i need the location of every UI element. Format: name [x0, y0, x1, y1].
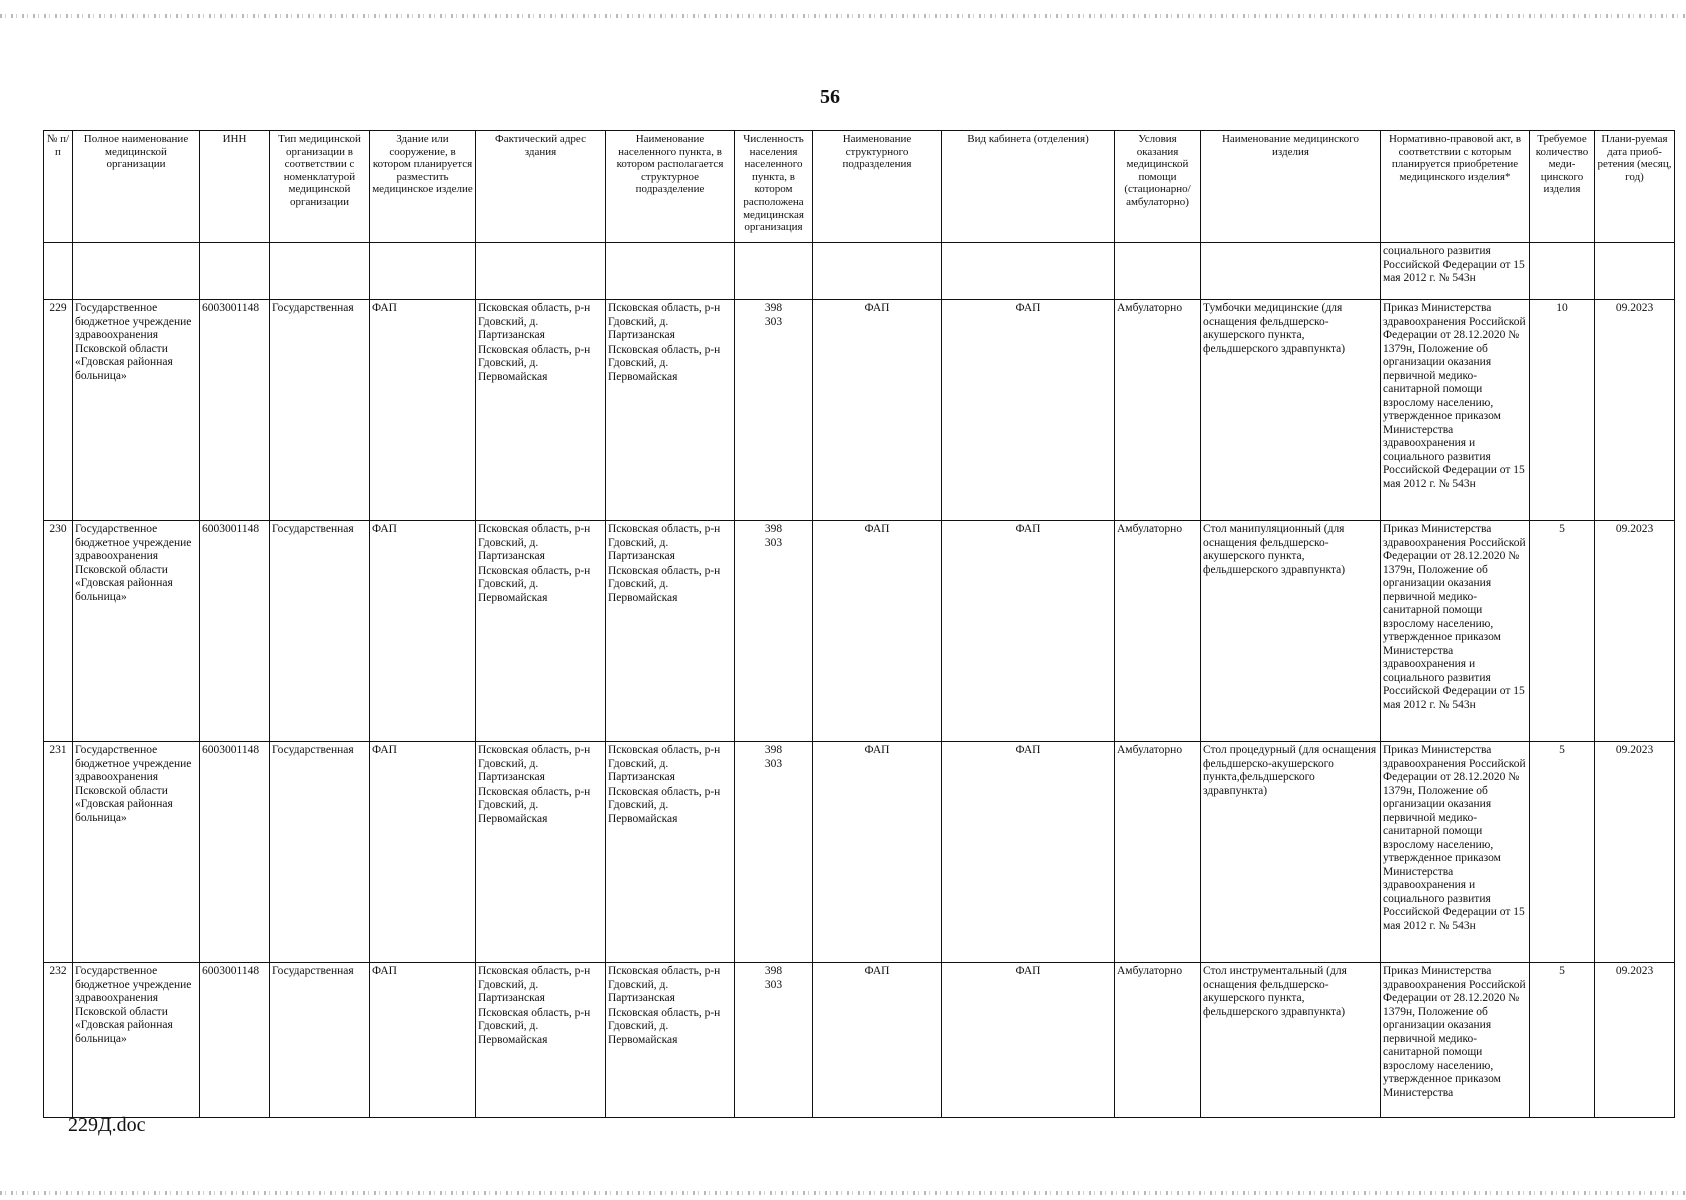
locality-1: Псковская область, р-н Гдовский, д. Партизанская: [608, 744, 721, 783]
row-locality: [606, 742, 735, 963]
row-locality: [606, 521, 735, 742]
address-1: Псковская область, р-н Гдовский, д. Партизанская: [478, 744, 591, 783]
population-1: 398: [764, 744, 783, 756]
row-unit: ФАП: [813, 742, 942, 963]
row-act: Приказ Министерства здравоохранения Российской Федерации от 28.12.2020 № 1379н, Положение об организации оказания первичной медико-санитарной помощи взрослому населению, утвержденное приказом Министерства здравоохранения и социального развития Российской Федерации от 15 мая 2012 г. № 543н: [1381, 300, 1530, 521]
locality-2: Псковская область, р-н Гдовский, д. Первомайская: [608, 785, 721, 825]
header-row: [44, 131, 1675, 243]
address-1: Псковская область, р-н Гдовский, д. Партизанская: [478, 965, 591, 1004]
locality-1: Псковская область, р-н Гдовский, д. Партизанская: [608, 302, 721, 341]
table-row: [44, 742, 1675, 963]
row-date: 09.2023: [1595, 521, 1675, 742]
row-cabinet: ФАП: [942, 742, 1115, 963]
row-inn: 6003001148: [200, 963, 270, 1118]
population-2: 303: [764, 978, 783, 991]
header-type: Тип медицинской организации в соответствии с номенклатурой медицинской организации: [270, 131, 370, 243]
population-1: 398: [764, 523, 783, 535]
row-type: Государственная: [270, 300, 370, 521]
row-act: Приказ Министерства здравоохранения Российской Федерации от 28.12.2020 № 1379н, Положение об организации оказания первичной медико-санитарной помощи взрослому населению, утвержденное приказом Министерства здравоохранения и социального развития Российской Федерации от 15 мая 2012 г. № 543н: [1381, 521, 1530, 742]
row-date: 09.2023: [1595, 963, 1675, 1118]
row-num: 229: [44, 300, 73, 521]
continuation-act: социального развития Российской Федерации от 15 мая 2012 г. № 543н: [1381, 243, 1530, 300]
header-locality: Наименование населенного пункта, в котором располагается структурное подразделение: [606, 131, 735, 243]
row-address: [476, 963, 606, 1118]
row-act: Приказ Министерства здравоохранения Российской Федерации от 28.12.2020 № 1379н, Положение об организации оказания первичной медико-санитарной помощи взрослому населению, утвержденное приказом Министерства: [1381, 963, 1530, 1118]
row-address: [476, 300, 606, 521]
row-cabinet: ФАП: [942, 521, 1115, 742]
row-device: Тумбочки медицинские (для оснащения фельдшерско-акушерского пункта, фельдшерского здравпункта): [1201, 300, 1381, 521]
row-org: Государственное бюджетное учреждение здравоохранения Псковской области «Гдовская районная больница»: [73, 742, 200, 963]
population-2: 303: [764, 536, 783, 549]
continuation-row: [44, 243, 1675, 300]
scan-edge-top: [0, 14, 1686, 18]
address-2: Псковская область, р-н Гдовский, д. Первомайская: [478, 785, 591, 825]
row-date: 09.2023: [1595, 742, 1675, 963]
population-2: 303: [764, 315, 783, 328]
row-unit: ФАП: [813, 521, 942, 742]
row-population: [735, 742, 813, 963]
header-unit: Наименование структурного подразделения: [813, 131, 942, 243]
header-cabinet: Вид кабинета (отделения): [942, 131, 1115, 243]
address-2: Псковская область, р-н Гдовский, д. Первомайская: [478, 564, 591, 604]
header-device: Наименование медицинского изделия: [1201, 131, 1381, 243]
header-inn: ИНН: [200, 131, 270, 243]
table-row: [44, 300, 1675, 521]
page-number: 56: [820, 86, 840, 108]
header-qty: Требуемое количество меди-цинского изделия: [1530, 131, 1595, 243]
header-act: Нормативно-правовой акт, в соответствии с которым планируется приобретение медицинского изделия*: [1381, 131, 1530, 243]
locality-1: Псковская область, р-н Гдовский, д. Партизанская: [608, 965, 721, 1004]
header-num: № п/п: [44, 131, 73, 243]
row-type: Государственная: [270, 963, 370, 1118]
row-conditions: Амбулаторно: [1115, 963, 1201, 1118]
row-org: Государственное бюджетное учреждение здравоохранения Псковской области «Гдовская районная больница»: [73, 300, 200, 521]
row-num: 231: [44, 742, 73, 963]
address-2: Псковская область, р-н Гдовский, д. Первомайская: [478, 1006, 591, 1046]
row-num: 232: [44, 963, 73, 1118]
row-unit: ФАП: [813, 963, 942, 1118]
population-1: 398: [764, 965, 783, 977]
row-locality: [606, 300, 735, 521]
population-2: 303: [764, 757, 783, 770]
row-device: Стол инструментальный (для оснащения фельдшерско-акушерского пункта, фельдшерского здравпункта): [1201, 963, 1381, 1118]
row-population: [735, 300, 813, 521]
row-device: Стол процедурный (для оснащения фельдшерско-акушерского пункта,фельдшерского здравпункта): [1201, 742, 1381, 963]
locality-1: Псковская область, р-н Гдовский, д. Партизанская: [608, 523, 721, 562]
header-org: Полное наименование медицинской организации: [73, 131, 200, 243]
row-building: ФАП: [370, 742, 476, 963]
row-qty: 10: [1530, 300, 1595, 521]
locality-2: Псковская область, р-н Гдовский, д. Первомайская: [608, 343, 721, 383]
row-conditions: Амбулаторно: [1115, 742, 1201, 963]
row-qty: 5: [1530, 521, 1595, 742]
row-inn: 6003001148: [200, 742, 270, 963]
register-table: [43, 130, 1675, 1118]
footer-filename: 229Д.doc: [68, 1114, 146, 1136]
row-date: 09.2023: [1595, 300, 1675, 521]
table-row: [44, 521, 1675, 742]
row-qty: 5: [1530, 963, 1595, 1118]
row-num: 230: [44, 521, 73, 742]
locality-2: Псковская область, р-н Гдовский, д. Первомайская: [608, 1006, 721, 1046]
row-conditions: Амбулаторно: [1115, 300, 1201, 521]
row-act: Приказ Министерства здравоохранения Российской Федерации от 28.12.2020 № 1379н, Положение об организации оказания первичной медико-санитарной помощи взрослому населению, утвержденное приказом Министерства здравоохранения и социального развития Российской Федерации от 15 мая 2012 г. № 543н: [1381, 742, 1530, 963]
row-building: ФАП: [370, 521, 476, 742]
header-conditions: Условия оказания медицинской помощи (стационарно/ амбулаторно): [1115, 131, 1201, 243]
scan-edge-bottom: [0, 1191, 1686, 1195]
population-1: 398: [764, 302, 783, 314]
row-qty: 5: [1530, 742, 1595, 963]
row-org: Государственное бюджетное учреждение здравоохранения Псковской области «Гдовская районная больница»: [73, 963, 200, 1118]
row-inn: 6003001148: [200, 521, 270, 742]
locality-2: Псковская область, р-н Гдовский, д. Первомайская: [608, 564, 721, 604]
row-conditions: Амбулаторно: [1115, 521, 1201, 742]
row-org: Государственное бюджетное учреждение здравоохранения Псковской области «Гдовская районная больница»: [73, 521, 200, 742]
row-building: ФАП: [370, 300, 476, 521]
row-population: [735, 521, 813, 742]
row-population: [735, 963, 813, 1118]
address-1: Псковская область, р-н Гдовский, д. Партизанская: [478, 302, 591, 341]
row-cabinet: ФАП: [942, 300, 1115, 521]
header-building: Здание или сооружение, в котором планируется разместить медицинское изделие: [370, 131, 476, 243]
address-2: Псковская область, р-н Гдовский, д. Первомайская: [478, 343, 591, 383]
row-inn: 6003001148: [200, 300, 270, 521]
address-1: Псковская область, р-н Гдовский, д. Партизанская: [478, 523, 591, 562]
row-building: ФАП: [370, 963, 476, 1118]
row-unit: ФАП: [813, 300, 942, 521]
row-device: Стол манипуляционный (для оснащения фельдшерско-акушерского пункта, фельдшерского здравпункта): [1201, 521, 1381, 742]
row-type: Государственная: [270, 742, 370, 963]
row-address: [476, 521, 606, 742]
row-address: [476, 742, 606, 963]
header-address: Фактический адрес здания: [476, 131, 606, 243]
row-type: Государственная: [270, 521, 370, 742]
row-cabinet: ФАП: [942, 963, 1115, 1118]
header-population: Численность населения населенного пункта, в котором расположена медицинская организация: [735, 131, 813, 243]
header-date: Плани-руемая дата приоб-ретения (месяц, год): [1595, 131, 1675, 243]
row-locality: [606, 963, 735, 1118]
table-row: [44, 963, 1675, 1118]
